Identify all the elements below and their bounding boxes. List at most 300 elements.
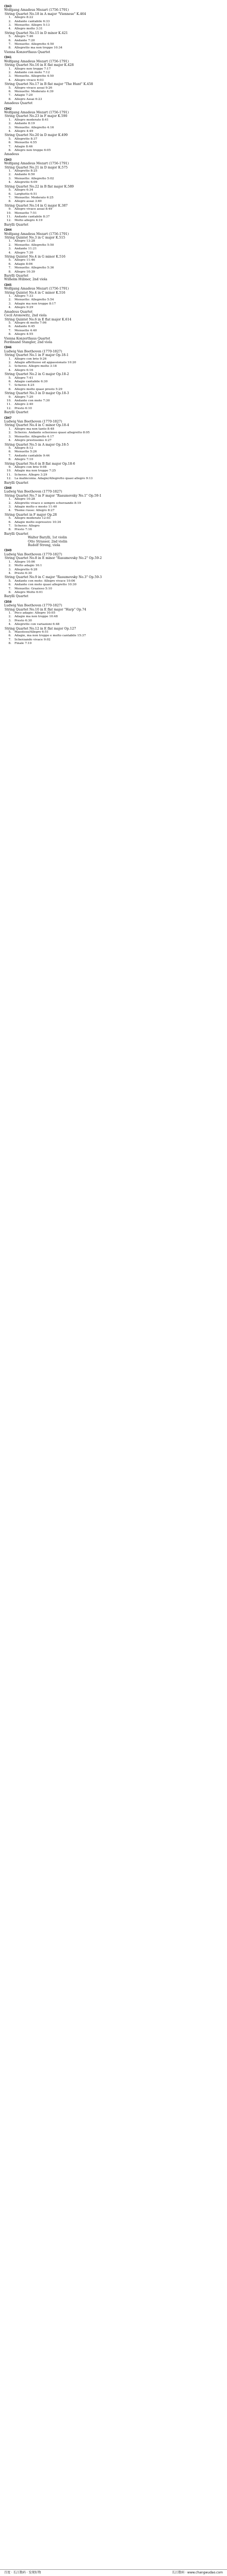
track-number: 2. xyxy=(8,122,11,126)
movement-line xyxy=(4,623,222,626)
composer-line: Ludwig Van Beethoven (1770-1827) xyxy=(4,349,62,353)
cd-heading: CD44 xyxy=(4,228,12,232)
cd-heading: CD46 xyxy=(4,346,12,350)
movement-text: Andante 11:21 xyxy=(14,247,37,251)
movement-line xyxy=(4,477,222,481)
work-title: String Quartet No.6 in B flat major Op.18-6 xyxy=(5,462,75,466)
movement-line xyxy=(4,189,222,192)
movement-line xyxy=(4,212,222,215)
composer-line: Wolfgang Amadeus Mozart (1756-1791) xyxy=(4,59,69,63)
track-number: 5. xyxy=(8,35,11,39)
movement-text: Allegro 8:12 xyxy=(14,446,34,450)
movement-text: Theme russe: Allegro 8:27 xyxy=(14,509,55,513)
track-number: 1. xyxy=(8,240,11,243)
track-number: 8. xyxy=(8,333,11,336)
movement-line xyxy=(4,505,222,509)
movement-text: Allegro 4:49 xyxy=(14,130,34,133)
movement-text: Allegro 7:46 xyxy=(14,35,34,39)
track-number: 8. xyxy=(8,528,11,532)
track-number: 5. xyxy=(8,579,11,583)
track-number: 6. xyxy=(8,380,11,383)
movement-line xyxy=(4,384,222,387)
track-number: 3. xyxy=(8,177,11,180)
movement-text: Menuetto: Allegretto 4:50 xyxy=(14,43,54,46)
performer-line: Rudolf Streng, viola xyxy=(28,544,60,548)
movement-text: Allegro vivace assai 8:49 xyxy=(14,208,53,211)
movement-line xyxy=(4,561,222,564)
track-number: 2. xyxy=(8,243,11,247)
track-number: 2. xyxy=(8,361,11,364)
movement-line xyxy=(4,638,222,642)
movement-text: Scherzo 4:25 xyxy=(14,384,35,387)
track-number: 4. xyxy=(8,181,11,184)
movement-text: Allegro 10:39 xyxy=(14,270,35,274)
track-number: 8. xyxy=(8,642,11,646)
track-number: 8. xyxy=(8,46,11,50)
movement-line xyxy=(4,24,222,27)
movement-text: Adagio, ma non troppo e molto cantabile 15:37 xyxy=(14,634,86,638)
movement-line xyxy=(4,403,222,406)
track-number: 6. xyxy=(8,325,11,329)
cd-heading: CD45 xyxy=(4,283,12,287)
movement-text: Scherzo. Andante scherzoso quasi allegretto 8:05 xyxy=(14,431,90,435)
movement-line xyxy=(4,118,222,122)
work-title: String Quartet No.3 in D major Op.18-3 xyxy=(5,392,69,396)
movement-line xyxy=(4,181,222,184)
track-number: 5. xyxy=(8,259,11,262)
movement-line xyxy=(4,87,222,90)
movement-text: Andante 7:20 xyxy=(14,39,35,42)
track-number: 7. xyxy=(8,454,11,457)
movement-text: Andante con moto 7:12 xyxy=(14,71,50,74)
track-number: 7. xyxy=(8,524,11,528)
movement-text: Menuetto: Allegretto 5:02 xyxy=(14,177,54,180)
performer-line: Barylli Quartet xyxy=(4,481,28,485)
track-number: 12. xyxy=(6,406,11,410)
movement-text: Allegro assai 3:49 xyxy=(14,200,42,204)
movement-text: Presto 6:30 xyxy=(14,571,32,575)
work-title: String Quartet No.15 in D minor K.421 xyxy=(5,31,68,35)
performer-line: Barylli Quartet xyxy=(4,274,28,278)
movement-text: Allegretto ma non troppo 10:34 xyxy=(14,46,62,50)
track-number: 5. xyxy=(8,137,11,141)
track-number: 3. xyxy=(8,505,11,509)
movement-line xyxy=(4,329,222,333)
movement-text: Adagio 7:20 xyxy=(14,94,33,97)
movement-line xyxy=(4,173,222,177)
movement-line xyxy=(4,71,222,75)
track-number: 6. xyxy=(8,450,11,454)
movement-line xyxy=(4,130,222,133)
track-number: 8. xyxy=(8,590,11,594)
movement-text: Menuetto: Allegretto 5:54 xyxy=(14,298,54,302)
movement-line xyxy=(4,380,222,384)
track-number: 4. xyxy=(8,623,11,626)
movement-line xyxy=(4,306,222,310)
movement-line xyxy=(4,524,222,528)
movement-text: Allegro moderato 8:41 xyxy=(14,118,49,122)
movement-text: Allegro non troppo 6:05 xyxy=(14,149,51,152)
movement-text: Menuetto: Grazioso 5:10 xyxy=(14,587,52,590)
movement-line xyxy=(4,502,222,505)
movement-text: Adagio ma non troppo 10:48 xyxy=(14,615,58,619)
movement-line xyxy=(4,141,222,145)
track-number: 1. xyxy=(8,498,11,501)
track-number: 6. xyxy=(8,141,11,145)
track-number: 2. xyxy=(8,501,11,505)
movement-line xyxy=(4,98,222,101)
performer-line: Amadeus Quartet xyxy=(4,101,33,106)
track-number: 3. xyxy=(8,619,11,622)
movement-text: Allegro 7:30 xyxy=(14,251,34,255)
work-title: String Quartet No.10 in E flat major "Harp" Op.74 xyxy=(5,607,87,612)
movement-text: Molto adagio 16:1 xyxy=(14,564,42,568)
footer-right-text: 长江数码 · www.changwudao.com xyxy=(172,2571,223,2575)
track-number: 6. xyxy=(8,520,11,524)
movement-line xyxy=(4,244,222,247)
track-number: 4. xyxy=(8,130,11,133)
performer-line: Otto Strasser, 2nd violin xyxy=(28,539,68,544)
cd-heading: CD50 xyxy=(4,600,12,604)
track-number: 6. xyxy=(8,583,11,587)
movement-line xyxy=(4,407,222,411)
movement-line xyxy=(4,458,222,462)
movement-text: Allegro moderato 12:03 xyxy=(14,517,51,520)
track-number: 5. xyxy=(8,446,11,450)
movement-line xyxy=(4,572,222,575)
track-number: 8. xyxy=(8,97,11,101)
movement-text: Maestoso/Allegro 6:51 xyxy=(14,631,49,634)
track-number: 9. xyxy=(8,208,11,211)
performer-line: Cecil Aronowitz, 2nd viola xyxy=(4,314,47,318)
work-title: String Quartet No.5 in A major Op.18-5 xyxy=(5,443,69,447)
movement-text: Menuetto: Allegretto 5:36 xyxy=(14,266,54,270)
movement-line xyxy=(4,46,222,50)
movement-text: Allegretto vivace e sempre scherzando 8:19 xyxy=(14,501,82,505)
page-footer xyxy=(0,2569,227,2576)
work-title: String Quartet No.18 in A major "Viennese" K.464 xyxy=(5,12,86,16)
movement-text: Andante con moto 7:30 xyxy=(14,399,50,403)
movement-line xyxy=(4,439,222,443)
movement-text: Larghetto 6:51 xyxy=(14,192,37,196)
movement-text: Adagio affettuoso ed appassionato 10:20 xyxy=(14,361,76,364)
work-title: String Quartet No.4 in C minor Op.18-4 xyxy=(5,423,69,428)
track-number: 7. xyxy=(8,638,11,641)
movement-line xyxy=(4,325,222,329)
movement-line xyxy=(4,298,222,302)
movement-line xyxy=(4,138,222,141)
movement-line xyxy=(4,208,222,211)
performer-line: Barylli Quartet xyxy=(4,595,28,599)
movement-text: Presto 6:10 xyxy=(14,406,32,410)
movement-line xyxy=(4,587,222,591)
track-number: 3. xyxy=(8,126,11,129)
movement-text: Andante cantabile 9:44 xyxy=(14,454,50,457)
track-number: 2. xyxy=(8,298,11,302)
work-title: String Quartet No.9 in C major "Rasumovsky No.3" Op.59-3 xyxy=(5,575,102,580)
movement-line xyxy=(4,447,222,450)
movement-text: Menuetto. Allegretto 4:50 xyxy=(14,75,54,78)
track-number: 8. xyxy=(8,149,11,152)
track-number: 3. xyxy=(8,435,11,438)
movement-line xyxy=(4,177,222,181)
movement-line xyxy=(4,90,222,94)
movement-text: Allegro 10:28 xyxy=(14,498,35,501)
movement-line xyxy=(4,215,222,219)
movement-line xyxy=(4,79,222,82)
track-number: 3. xyxy=(8,568,11,571)
movement-text: Menuetto 5:26 xyxy=(14,450,37,454)
track-number: 4. xyxy=(8,509,11,513)
movement-text: Allegro 6:34 xyxy=(14,189,34,192)
movement-line xyxy=(4,20,222,24)
movement-line xyxy=(4,473,222,477)
movement-text: Menuetto 4:40 xyxy=(14,329,37,332)
track-number: 3. xyxy=(8,302,11,306)
movement-text: Allegro 7:20 xyxy=(14,395,34,399)
performer-line: Barylli Quartet xyxy=(4,411,28,415)
track-number: 2. xyxy=(8,564,11,568)
movement-line xyxy=(4,612,222,615)
track-number: 1. xyxy=(8,118,11,122)
track-number: 3. xyxy=(8,365,11,368)
movement-text: Allegro 7:41 xyxy=(14,376,34,380)
movement-line xyxy=(4,145,222,149)
movement-line xyxy=(4,43,222,46)
movement-line xyxy=(4,431,222,435)
movement-text: Adagio ma non troppo 8:17 xyxy=(14,302,56,306)
movement-line xyxy=(4,365,222,368)
track-number: 9. xyxy=(8,465,11,469)
track-number: 4. xyxy=(8,439,11,443)
movement-line xyxy=(4,469,222,473)
track-number: 1. xyxy=(8,170,11,173)
movement-line xyxy=(4,39,222,43)
movement-line xyxy=(4,75,222,78)
movement-text: Allegro di molto 7:06 xyxy=(14,321,47,325)
movement-line xyxy=(4,321,222,325)
movement-line xyxy=(4,619,222,623)
cd-heading: CD43 xyxy=(4,158,12,162)
movement-text: Menuetto: Moderato 6:25 xyxy=(14,196,54,199)
movement-text: Molto allegro 4:19 xyxy=(14,219,43,223)
track-number: 1. xyxy=(8,560,11,564)
track-number: 10. xyxy=(6,399,11,403)
movement-text: Andante cantabile 8:37 xyxy=(14,215,50,218)
movement-text: Allegro molto 3:31 xyxy=(14,27,43,31)
track-number: 7. xyxy=(8,196,11,199)
movement-line xyxy=(4,266,222,270)
work-title: String Quartet No.21 in D major K.575 xyxy=(5,165,68,170)
movement-text: Menuetto: Allegretto 5:50 xyxy=(14,243,54,247)
work-title: String Quintet No.3 in C major K.515 xyxy=(5,235,66,240)
work-title: String Quartet No.1 in F major Op.18-1 xyxy=(5,353,69,358)
movement-text: Andante 8:19 xyxy=(14,122,35,126)
movement-line xyxy=(4,251,222,255)
movement-text: Menuetto: Allegretto 4:17 xyxy=(14,435,54,438)
movement-text: Allegretto 8:25 xyxy=(14,170,38,173)
movement-text: Allegro ma non tanto 8:48 xyxy=(14,427,54,431)
track-number: 7. xyxy=(8,384,11,387)
track-number: 5. xyxy=(8,517,11,520)
movement-line xyxy=(4,580,222,583)
performer-line: Wilhelm Hübner, 2nd viola xyxy=(4,278,47,282)
track-number: 4. xyxy=(8,78,11,82)
movement-text: Allegro 8:22 xyxy=(14,16,34,20)
track-number: 2. xyxy=(8,431,11,435)
movement-line xyxy=(4,200,222,204)
work-title: String Quartet No.14 in G major K.387 xyxy=(5,204,68,208)
work-title: String Quartet No.17 in B flat major "The Hunt" K.458 xyxy=(5,82,93,87)
movement-text: Menuetto 4:55 xyxy=(14,141,37,145)
work-title: String Quartet No.20 in D major K.499 xyxy=(5,133,68,138)
movement-line xyxy=(4,27,222,31)
movement-text: Presto 6:30 xyxy=(14,619,32,622)
footer-left-text: 百度 · 长江数码 · 发现好物 xyxy=(4,2571,41,2575)
track-number: 1. xyxy=(8,16,11,20)
movement-line xyxy=(4,466,222,469)
movement-text: Allegro 6:16 xyxy=(14,368,34,372)
movement-text: Adagio molto e mesto 11:40 xyxy=(14,505,57,509)
movement-text: Scherzando vivace 9:02 xyxy=(14,638,51,641)
movement-line xyxy=(4,521,222,524)
movement-text: Allegretto 6:28 xyxy=(14,568,38,571)
track-number: 11. xyxy=(6,215,11,218)
movement-line xyxy=(4,591,222,595)
work-title: String Quartet No.7 in F major "Rasumovsky No.1" Op.59-1 xyxy=(5,494,102,498)
movement-text: Allegro vivace 6:03 xyxy=(14,78,44,82)
movement-text: Andante cantabile 6:33 xyxy=(14,20,50,23)
track-number: 4. xyxy=(8,251,11,255)
movement-line xyxy=(4,509,222,513)
track-number: 12. xyxy=(6,219,11,223)
movement-text: Poco adagio: Allegro 10:05 xyxy=(14,611,56,615)
movement-text: Allegro con brio 9:08 xyxy=(14,465,47,469)
tracklist-document xyxy=(0,0,227,646)
movement-text: Allegro 2:40 xyxy=(14,403,34,406)
movement-text: Allegro 13:28 xyxy=(14,240,35,243)
movement-text: Allegro 9:29 xyxy=(14,306,34,310)
movement-text: Adagio ma non troppo 7:25 xyxy=(14,469,56,473)
track-number: 7. xyxy=(8,43,11,46)
track-number: 3. xyxy=(8,75,11,78)
movement-text: Menuetto: Allegro 5:13 xyxy=(14,24,50,27)
performer-line: Walter Barylli, 1st violin xyxy=(28,536,67,540)
track-number: 4. xyxy=(8,27,11,31)
track-number: 11. xyxy=(6,403,11,406)
track-number: 12. xyxy=(6,477,11,481)
movement-line xyxy=(4,388,222,392)
performer-line: Amadeus Quartet xyxy=(4,310,33,314)
movement-line xyxy=(4,634,222,638)
work-title: String Quartet No.23 in F major K.590 xyxy=(5,114,68,118)
movement-text: La malinconia. Adagio/Allegretto quasi allegro 9:13 xyxy=(14,477,93,481)
movement-text: Allegro 7:33 xyxy=(14,295,34,298)
movement-line xyxy=(4,259,222,262)
movement-line xyxy=(4,396,222,399)
work-title: String Quartet No.8 in E minor "Rasumovsky No.2" Op.59-2 xyxy=(5,556,102,561)
track-number: 7. xyxy=(8,587,11,590)
composer-line: Wolfgang Amadeus Mozart (1756-1791) xyxy=(4,232,69,236)
movement-text: Allegro non troppo 7:17 xyxy=(14,67,51,71)
track-number: 5. xyxy=(8,321,11,325)
composer-line: Ludwig Van Beethoven (1770-1827) xyxy=(4,552,62,556)
movement-line xyxy=(4,219,222,223)
movement-text: Allegro Assai 6:23 xyxy=(14,97,42,101)
track-number: 6. xyxy=(8,634,11,638)
track-number: 8. xyxy=(8,270,11,274)
movement-text: Andante con moto: Allegro vivace 10:06 xyxy=(14,579,75,583)
track-number: 4. xyxy=(8,368,11,372)
performer-line: Amadeus xyxy=(4,152,19,157)
track-number: 10. xyxy=(6,211,11,215)
movement-line xyxy=(4,122,222,126)
track-number: 1. xyxy=(8,67,11,71)
movement-line xyxy=(4,358,222,361)
performer-line: Vienna Konzerthaus Quartet xyxy=(4,336,51,341)
movement-text: Andante 6:50 xyxy=(14,173,35,177)
composer-line: Wolfgang Amadeus Mozart (1756-1791) xyxy=(4,162,69,166)
movement-line xyxy=(4,498,222,501)
track-number: 4. xyxy=(8,571,11,575)
track-number: 4. xyxy=(8,306,11,310)
track-number: 7. xyxy=(8,266,11,270)
movement-text: Allegro 11:46 xyxy=(14,259,35,262)
track-number: 1. xyxy=(8,611,11,615)
movement-line xyxy=(4,333,222,336)
movement-text: Allegro prestissimo 4:27 xyxy=(14,439,52,443)
work-title: String Quintet No.4 in G minor K.516 xyxy=(5,255,66,259)
work-title: String Quartet No.16 in E flat major K.428 xyxy=(5,63,74,67)
track-number: 6. xyxy=(8,262,11,266)
movement-text: Allegro vivace assai 9:26 xyxy=(14,86,53,90)
movement-line xyxy=(4,528,222,532)
movement-line xyxy=(4,240,222,243)
movement-line xyxy=(4,170,222,173)
cd-heading: CD48 xyxy=(4,486,12,490)
track-number: 7. xyxy=(8,145,11,148)
track-number: 1. xyxy=(8,427,11,431)
movement-line xyxy=(4,517,222,520)
movement-line xyxy=(4,94,222,97)
movement-text: Allegro molto quasi presto 5:29 xyxy=(14,387,62,391)
movement-text: Allegretto 8:37 xyxy=(14,137,38,141)
track-number: 5. xyxy=(8,189,11,192)
track-number: 8. xyxy=(8,200,11,204)
movement-line xyxy=(4,428,222,431)
track-number: 10. xyxy=(6,469,11,473)
track-number: 2. xyxy=(8,71,11,74)
composer-line: Ludwig Van Beethoven (1770-1827) xyxy=(4,604,62,608)
track-number: 2. xyxy=(8,615,11,619)
track-number: 3. xyxy=(8,24,11,27)
movement-line xyxy=(4,583,222,587)
cd-heading: CD41 xyxy=(4,56,12,60)
movement-line xyxy=(4,149,222,152)
movement-text: Scherzo. Allegro molto 3:18 xyxy=(14,365,57,368)
movement-line xyxy=(4,615,222,619)
track-number: 9. xyxy=(8,395,11,399)
cd-heading: CD47 xyxy=(4,416,12,420)
movement-text: Adagio molto espressivo 10:34 xyxy=(14,520,61,524)
movement-text: Allegretto con variazioni 6:48 xyxy=(14,623,60,626)
track-number: 5. xyxy=(8,631,11,634)
track-number: 3. xyxy=(8,247,11,251)
track-number: 6. xyxy=(8,90,11,93)
movement-line xyxy=(4,369,222,372)
composer-line: Wolfgang Amadeus Mozart (1756-1791) xyxy=(4,8,69,12)
movement-text: Andante 6:45 xyxy=(14,325,35,329)
